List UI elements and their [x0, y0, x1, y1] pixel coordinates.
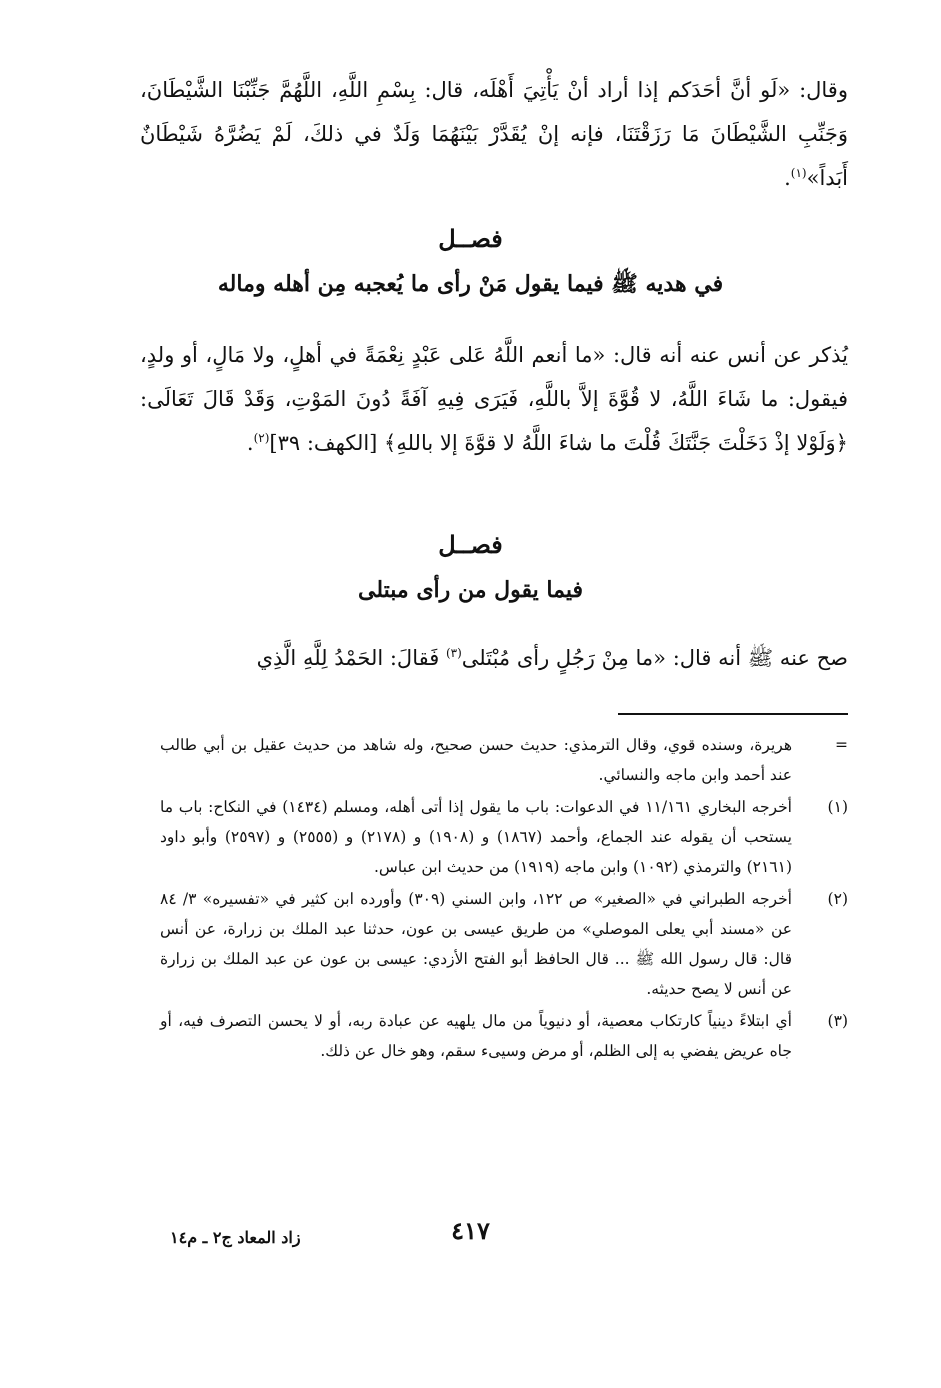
- footnote-3: [140, 1006, 848, 1066]
- top-paragraph-text: وقال: «لَو أنَّ أحَدَكم إذا أراد أنْ يَأْتِيَ أَهْلَه، قال: بِسْمِ اللَّهِ، اللَّهُمَّ جَنِّبْنَا الشَّيْطَانَ، وَجَنِّبِ الشَّيْطَانَ مَا رَزَقْتَنَا، فإنه إنْ يُقَدَّرْ بَيْنَهُمَا وَلَدٌ في ذلكَ، لَمْ يَضُرَّهُ شَيْطَانٌ أَبَداً»: [140, 78, 848, 190]
- footnote-text: هريرة، وسنده قوي، وقال الترمذي: حديث حسن صحيح، وله شاهد من حديث عقيل بن أبي طالب عند أحمد وابن ماجه والنسائي.: [160, 736, 792, 784]
- section1-body-text: يُذكر عن أنس عنه أنه قال: «ما أنعم اللَّهُ عَلى عَبْدٍ نِعْمَةً في أهلٍ، ولا مَالٍ، أو ولدٍ، فيقول: ما شَاءَ اللَّهُ، لا قُوَّةَ إلاَّ باللَّهِ، فَيَرَى فِيهِ آفَةً دُونَ المَوْتِ، وَقَدْ قَالَ تَعَالَى: ﴿وَلَوْلا إذْ دَخَلْتَ جَنَّتَكَ قُلْتَ ما شاءَ اللَّهُ لا قوَّةَ إلا باللهِ﴾ [الكهف: ٣٩]: [140, 343, 848, 455]
- footnote-marker: =: [835, 736, 848, 754]
- footnote-text: أي ابتلاءً دينياً كارتكاب معصية، أو دنيوياً من مال يلهيه عن عبادة ربه، أو لا يحسن التصرف فيه، أو جاه عريض يفضي به إلى الظلم، أو مرض وسيىء سقم، وهو خال عن ذلك.: [160, 1012, 792, 1060]
- page-number: ٤١٧: [451, 1216, 490, 1245]
- footnote-continuation: [140, 730, 848, 790]
- section2-body-start: صح عنه ﷺ أنه قال: «ما مِنْ رَجُلٍ رأى مُبْتَلى: [461, 646, 848, 670]
- footnote-2: [140, 884, 848, 1004]
- top-paragraph-ref: (١): [790, 166, 807, 180]
- section2-subheading: فيما يقول من رأى مبتلى: [358, 577, 583, 603]
- section2-heading: فصــل: [438, 530, 503, 559]
- top-paragraph: وقال: «لَو أنَّ أحَدَكم إذا أراد أنْ يَأْتِيَ أَهْلَه، قال: بِسْمِ اللَّهِ، اللَّهُمَّ جَنِّبْنَا الشَّيْطَانَ، وَجَنِّبِ الشَّيْطَانَ مَا رَزَقْتَنَا، فإنه إنْ يُقَدَّرْ بَيْنَهُمَا وَلَدٌ في ذلكَ، لَمْ يَضُرَّهُ شَيْطَانٌ أَبَداً»$^{(١)}$.: [140, 78, 848, 190]
- section1-body-ref: (٢): [253, 431, 270, 445]
- footnote-text: أخرجه الطبراني في «الصغير» ص ١٢٢، وابن السني (٣٠٩) وأورده ابن كثير في «تفسيره» ٣/ ٨٤ عن «مسند أبي يعلى الموصلي» من طريق عيسى بن عون، حدثنا عبد الملك بن زرارة، عن أنس قال: قال رسول الله ﷺ ... قال الحافظ أبو الفتح الأزدي: عيسى بن عون عن عبد الملك بن زرارة عن أنس لا يصح حديثه.: [160, 890, 792, 998]
- footnote-number: (٣): [827, 1012, 848, 1030]
- footer-signature: زاد المعاد ج٢ ـ م١٤: [170, 1228, 301, 1247]
- footnote-number: (١): [827, 798, 848, 816]
- footnote-number: (٢): [827, 890, 848, 908]
- section2-body-ref: (٣): [445, 646, 462, 660]
- section1-heading: فصــل: [438, 224, 503, 253]
- section2-body-end: فَقالَ: الحَمْدُ لِلَّهِ الَّذِي: [256, 646, 440, 670]
- section2-body: [140, 636, 848, 680]
- section1-subheading: في هديه ﷺ فيما يقول مَنْ رأى ما يُعجبه مِن أهله وماله: [217, 271, 724, 297]
- footnotes: [140, 730, 848, 1068]
- footnote-text: أخرجه البخاري ١١/١٦١ في الدعوات: باب ما يقول إذا أتى أهله، ومسلم (١٤٣٤) في النكاح: باب ما يستحب أن يقوله عند الجماع، وأحمد (١٨٦٧) و (١٩٠٨) و (٢١٧٨) و (٢٥٥٥) و (٢٥٩٧) وأبو داود (٢١٦١) والترمذي (١٠٩٢) وابن ماجه (١٩١٩) من حديث ابن عباس.: [160, 798, 792, 876]
- footnote-divider: [618, 713, 848, 715]
- section1-body: يُذكر عن أنس عنه أنه قال: «ما أنعم اللَّهُ عَلى عَبْدٍ نِعْمَةً في أهلٍ، ولا مَالٍ، أو ولدٍ، فيقول: ما شَاءَ اللَّهُ، لا قُوَّةَ إلاَّ باللَّهِ، فَيَرَى فِيهِ آفَةً دُونَ المَوْتِ، وَقَدْ قَالَ تَعَالَى: ﴿وَلَوْلا إذْ دَخَلْتَ جَنَّتَكَ قُلْتَ ما شاءَ اللَّهُ لا قوَّةَ إلا باللهِ﴾ [الكهف: ٣٩]$^{(٢)}$.: [140, 343, 848, 455]
- footnote-1: [140, 792, 848, 882]
